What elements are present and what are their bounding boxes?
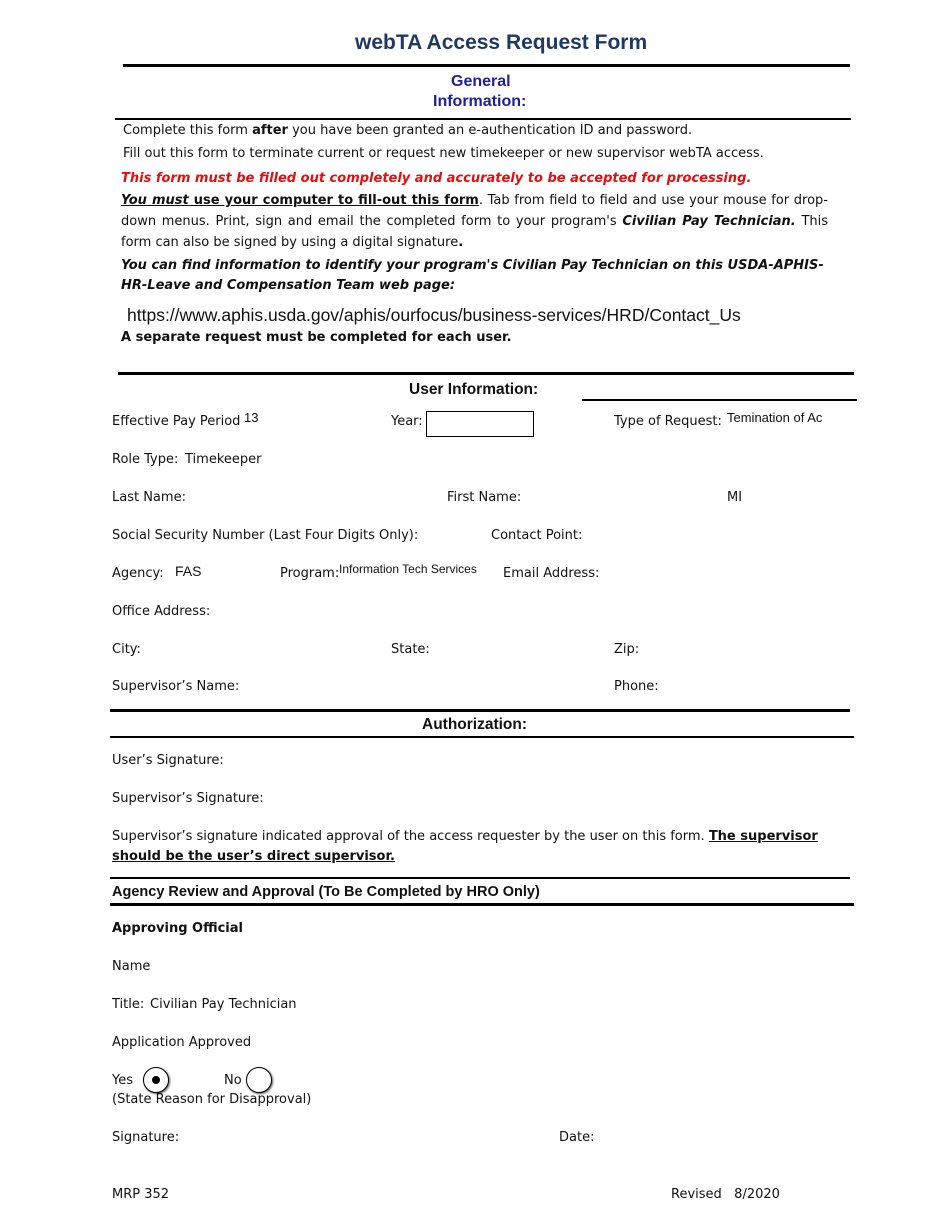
agency-rule-top [110, 877, 850, 879]
supervisor-note-bold: The supervisor should be the user’s direct supervisor. [112, 829, 818, 864]
must-rest: . Tab from field to field and use your mouse for drop-down menus. Print, sign and email the completed form to your program's [121, 193, 828, 229]
supervisor-signature-label: Supervisor’s Signature: [112, 791, 264, 806]
last-name-label: Last Name: [112, 490, 186, 505]
effective-pay-period-field[interactable]: 13 [244, 410, 259, 425]
mi-label: MI [727, 490, 743, 505]
user-info-rule-top [118, 372, 854, 375]
first-name-label: First Name: [447, 490, 522, 505]
user-info-rule-right [582, 399, 857, 401]
must-rest2: This form can also be signed by using a digital signature [121, 214, 829, 250]
program-select[interactable]: Information Tech Services [339, 562, 477, 576]
city-label: City: [112, 642, 141, 657]
authorization-rule-bottom [110, 736, 854, 738]
yes-radio[interactable] [143, 1067, 169, 1093]
role-type-label: Role Type: [112, 452, 179, 467]
form-number: MRP 352 [112, 1187, 170, 1202]
revised-date: Revised 8/2020 [671, 1187, 780, 1202]
signature-label: Signature: [112, 1130, 180, 1145]
separate-request-note: A separate request must be completed for each user. [121, 330, 512, 345]
user-signature-label: User’s Signature: [112, 753, 224, 768]
contact-point-label: Contact Point: [491, 528, 583, 543]
application-approved-label: Application Approved [112, 1035, 252, 1050]
effective-pay-period-label: Effective Pay Period [112, 414, 241, 429]
general-heading-line1: General [451, 73, 511, 90]
general-line-1 [123, 123, 692, 138]
date-label: Date: [559, 1130, 595, 1145]
approving-official-label: Approving Official [112, 921, 243, 936]
title-label: Title: [112, 997, 145, 1012]
yes-radio-dot [152, 1076, 160, 1084]
must-period: . [458, 235, 464, 250]
state-reason-label: (State Reason for Disapproval) [112, 1092, 312, 1107]
email-label: Email Address: [503, 566, 600, 581]
yes-label: Yes [112, 1073, 133, 1088]
type-of-request-select[interactable]: Temination of Ac [727, 410, 823, 425]
authorization-heading: Authorization: [422, 716, 528, 733]
line1-post: you have been granted an e-authentication ID and password. [287, 123, 693, 138]
agency-review-heading: Agency Review and Approval (To Be Completed by HRO Only) [112, 884, 540, 900]
user-info-heading: User Information: [409, 381, 539, 398]
supervisor-note-plain: Supervisor’s signature indicated approval of the access requester by the user on this form. [112, 829, 709, 844]
type-of-request-label: Type of Request: [614, 414, 722, 429]
supervisor-note [112, 827, 842, 867]
page-title: webTA Access Request Form [355, 31, 648, 54]
general-rule [115, 118, 851, 120]
role-type-select[interactable]: Timekeeper [185, 452, 262, 467]
no-label: No [224, 1073, 242, 1088]
authorization-rule-top [110, 709, 850, 712]
title-value: Civilian Pay Technician [150, 997, 297, 1012]
warning-text: This form must be filled out completely and accurately to be accepted for processing. [121, 171, 752, 186]
line1-bold: after [252, 123, 288, 138]
info-paragraph: You can find information to identify your program's Civilian Pay Technician on this USDA-APHIS-HR-Leave and Compensation Team web page: [121, 258, 824, 293]
general-heading-line2: Information: [433, 93, 527, 110]
must-underline: use your computer to fill-out this form [188, 193, 479, 208]
year-label: Year: [391, 414, 423, 429]
phone-label: Phone: [614, 679, 659, 694]
year-input[interactable] [426, 411, 534, 437]
general-line-2: Fill out this form to terminate current or request new timekeeper or new supervisor webTA access. [123, 146, 764, 161]
agency-select[interactable]: FAS [175, 563, 202, 579]
agency-label: Agency: [112, 566, 164, 581]
contact-url[interactable]: https://www.aphis.usda.gov/aphis/ourfocus/business-services/HRD/Contact_Us [127, 305, 741, 325]
supervisor-name-label: Supervisor’s Name: [112, 679, 240, 694]
agency-rule-bottom [110, 903, 854, 906]
office-address-label: Office Address: [112, 604, 211, 619]
ssn-label: Social Security Number (Last Four Digits Only): [112, 528, 419, 543]
program-label: Program: [280, 566, 340, 581]
must-italic: You must [121, 193, 189, 208]
name-label: Name [112, 959, 151, 974]
no-radio[interactable] [246, 1067, 272, 1093]
civilian-pay-tech: Civilian Pay Technician. [622, 214, 796, 229]
title-rule [123, 64, 850, 67]
zip-label: Zip: [614, 642, 640, 657]
line1-pre: Complete this form [123, 123, 253, 138]
instructions-paragraph [121, 190, 828, 253]
state-label: State: [391, 642, 430, 657]
